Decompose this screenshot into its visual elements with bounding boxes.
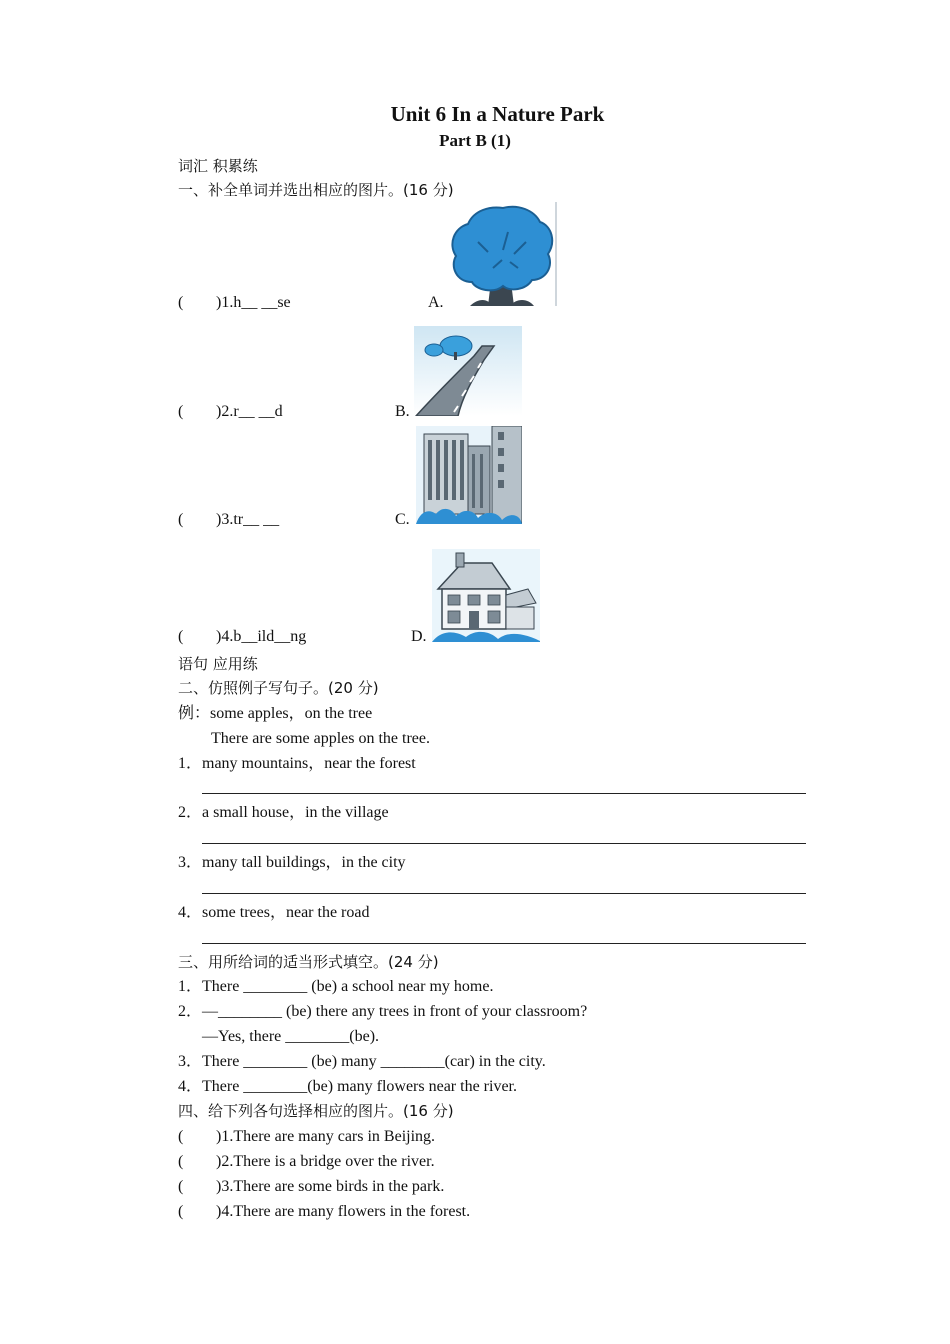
- q2-item-number: 2．: [178, 804, 203, 821]
- answer-paren[interactable]: (: [178, 294, 184, 311]
- q4-item-text: )3.There are some birds in the park.: [216, 1178, 445, 1195]
- answer-paren[interactable]: (: [178, 628, 184, 645]
- q1-item-text: )4.b__ild__ng: [216, 628, 307, 645]
- page-subtitle: Part B (1): [439, 131, 511, 150]
- option-label: B.: [395, 403, 410, 420]
- section-tag-vocab: 词汇 积累练: [178, 157, 258, 175]
- tree-picture: [448, 202, 558, 306]
- option-label: A.: [428, 294, 444, 311]
- answer-paren[interactable]: (: [178, 1153, 184, 1170]
- q3-heading: 三、用所给词的适当形式填空。(24 分): [178, 953, 439, 971]
- q1-item-text: )3.tr__ __: [216, 511, 280, 528]
- option-label: D.: [411, 628, 427, 645]
- q2-item-text: a small house，in the village: [202, 804, 389, 821]
- page-title: Unit 6 In a Nature Park: [390, 102, 605, 126]
- q2-item-text: some trees，near the road: [202, 904, 370, 921]
- answer-line[interactable]: [202, 943, 806, 944]
- answer-paren[interactable]: (: [178, 1203, 184, 1220]
- answer-paren[interactable]: (: [178, 1178, 184, 1195]
- q2-item-text: many mountains，near the forest: [202, 755, 416, 772]
- q4-item-text: )1.There are many cars in Beijing.: [216, 1128, 436, 1145]
- answer-paren[interactable]: (: [178, 1128, 184, 1145]
- q2-item-number: 3．: [178, 854, 203, 871]
- q1-item-text: )1.h__ __se: [216, 294, 291, 311]
- q2-example-prompt: 例：some apples，on the tree: [178, 705, 373, 722]
- house-picture: [432, 549, 540, 642]
- answer-line[interactable]: [202, 843, 806, 844]
- q4-heading: 四、给下列各句选择相应的图片。(16 分): [178, 1102, 454, 1120]
- q2-example-answer: There are some apples on the tree.: [211, 730, 431, 747]
- q2-heading: 二、仿照例子写句子。(20 分): [178, 679, 379, 697]
- q1-heading: 一、补全单词并选出相应的图片。(16 分): [178, 181, 454, 199]
- q4-item-text: )2.There is a bridge over the river.: [216, 1153, 435, 1170]
- q2-item-text: many tall buildings，in the city: [202, 854, 406, 871]
- road-picture: [414, 326, 522, 416]
- q3-line: 3．There ________ (be) many ________(car) in the city.: [178, 1053, 546, 1070]
- buildings-picture: [416, 426, 522, 524]
- section-tag-sentence: 语句 应用练: [178, 655, 258, 673]
- q2-item-number: 4．: [178, 904, 203, 921]
- answer-paren[interactable]: (: [178, 403, 184, 420]
- q3-line: 4．There ________(be) many flowers near the river.: [178, 1078, 517, 1095]
- option-label: C.: [395, 511, 410, 528]
- q3-line: —Yes, there ________(be).: [202, 1028, 380, 1045]
- answer-paren[interactable]: (: [178, 511, 184, 528]
- q4-item-text: )4.There are many flowers in the forest.: [216, 1203, 471, 1220]
- answer-line[interactable]: [202, 793, 806, 794]
- q1-item-text: )2.r__ __d: [216, 403, 283, 420]
- answer-line[interactable]: [202, 893, 806, 894]
- q3-line: 1．There ________ (be) a school near my home.: [178, 978, 494, 995]
- q3-line: 2．—________ (be) there any trees in front of your classroom?: [178, 1003, 588, 1020]
- q2-item-number: 1．: [178, 755, 203, 772]
